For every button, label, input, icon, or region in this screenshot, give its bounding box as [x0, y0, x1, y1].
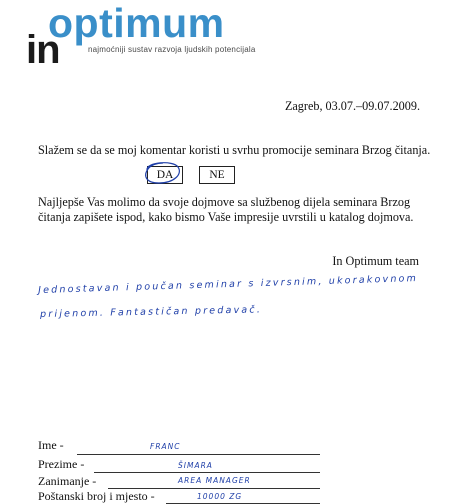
field-label-name: Ime - [38, 438, 64, 452]
field-label-postal: Poštanski broj i mjesto - [38, 489, 155, 503]
handwritten-comment-line-1: Jednostavan i poučan seminar s izvrsnim, ukorakovnom [38, 273, 419, 296]
logo-in-prefix: in [26, 28, 60, 72]
field-value-name: FRANC [150, 442, 181, 451]
date-place: Zagreb, 03.07.–09.07.2009. [284, 99, 420, 113]
field-line-name[interactable] [77, 454, 320, 455]
field-value-surname: ŠIMARA [178, 461, 213, 470]
selection-circle-mark [141, 158, 183, 186]
field-label-surname: Prezime - [38, 457, 85, 471]
field-value-postal: 10000 ZG [197, 492, 243, 501]
consent-text: Slažem se da se moj komentar koristi u svrhu promocije seminara Brzog čitanja. [38, 143, 431, 157]
logo-optimum-word: optimum [48, 0, 225, 46]
instruction-line-1: Najljepše Vas molimo da svoje dojmove sa službenog dijela seminara Brzog [38, 195, 411, 209]
instruction-text [38, 195, 413, 225]
logo-tagline: najmoćniji sustav razvoja ljudskih potencijala [88, 45, 256, 54]
option-yes-box[interactable]: DA [147, 166, 183, 184]
signoff-team: In Optimum team [332, 254, 419, 268]
field-value-occupation: AREA MANAGER [178, 476, 251, 485]
instruction-line-2: čitanja zapišete ispod, kako bismo Vaše impresije uvrstili u katalog dojmova. [38, 210, 414, 224]
field-line-surname[interactable] [94, 472, 320, 473]
handwritten-comment-line-2: prijenom. Fantastičan predavač. [40, 304, 263, 320]
field-label-occupation: Zanimanje - [38, 474, 97, 488]
option-no-box[interactable]: NE [199, 166, 235, 184]
